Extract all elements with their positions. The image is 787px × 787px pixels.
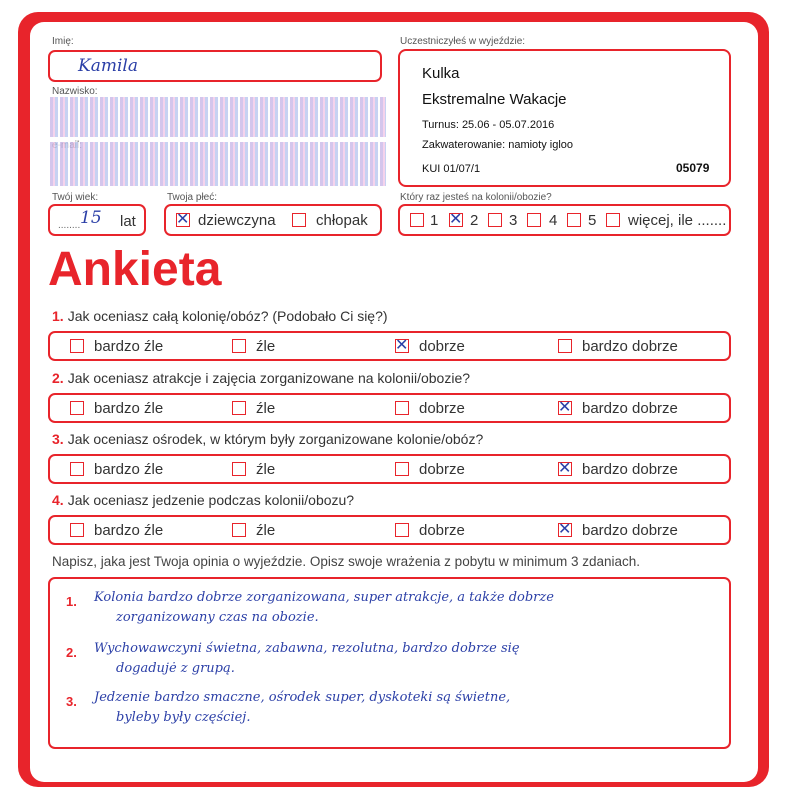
trip-code: KUI 01/07/1 xyxy=(422,163,481,175)
q4-option-3-checkbox[interactable] xyxy=(395,523,409,537)
times-5-checkbox[interactable] xyxy=(567,213,581,227)
page-title: Ankieta xyxy=(48,243,222,296)
times-label: Który raz jesteś na kolonii/obozie? xyxy=(400,192,552,203)
q4-option-3-label: dobrze xyxy=(419,522,465,539)
times-more-checkbox[interactable] xyxy=(606,213,620,227)
name-field[interactable] xyxy=(48,50,382,82)
age-unit: lat xyxy=(120,213,136,230)
gender-label: Twoja płeć: xyxy=(167,192,218,203)
q1-option-4-label: bardzo dobrze xyxy=(582,338,678,355)
q4-option-4-label: bardzo dobrze xyxy=(582,522,678,539)
q4-option-1-label: bardzo źle xyxy=(94,522,164,539)
question-number: 4. xyxy=(52,492,64,508)
opinion-3-number: 3. xyxy=(66,694,77,709)
question-number: 2. xyxy=(52,370,64,386)
question-number: 3. xyxy=(52,431,64,447)
q1-option-1-label: bardzo źle xyxy=(94,338,164,355)
q2-option-1-checkbox[interactable] xyxy=(70,401,84,415)
opinion-3-line-2: byleby były częściej. xyxy=(116,710,251,725)
gender-field xyxy=(164,204,382,236)
question-4-text xyxy=(52,492,354,508)
opinion-1-line-2: zorganizowany czas na obozie. xyxy=(116,610,319,625)
q1-option-3-label: dobrze xyxy=(419,338,465,355)
email-redacted xyxy=(50,142,386,186)
question-label: Jak oceniasz atrakcje i zajęcia zorganizowane na kolonii/obozie? xyxy=(67,370,471,386)
q3-option-1-checkbox[interactable] xyxy=(70,462,84,476)
q3-option-1-label: bardzo źle xyxy=(94,461,164,478)
times-3-label: 3 xyxy=(509,212,518,229)
q4-option-4-checkbox[interactable] xyxy=(558,523,572,537)
surname-label: Nazwisko: xyxy=(52,86,98,97)
q2-option-4-label: bardzo dobrze xyxy=(582,400,678,417)
q3-option-3-label: dobrze xyxy=(419,461,465,478)
times-1-label: 1 xyxy=(430,212,439,229)
trip-card xyxy=(398,49,731,187)
q4-option-1-checkbox[interactable] xyxy=(70,523,84,537)
q1-option-4-checkbox[interactable] xyxy=(558,339,572,353)
girl-label: dziewczyna xyxy=(198,212,276,229)
question-number: 1. xyxy=(52,308,64,324)
age-label: Twój wiek: xyxy=(52,192,99,203)
times-more-label: więcej, ile ....... xyxy=(628,212,727,229)
times-1-checkbox[interactable] xyxy=(410,213,424,227)
q1-option-3-checkbox[interactable] xyxy=(395,339,409,353)
q1-option-2-label: źle xyxy=(256,338,276,355)
boy-checkbox[interactable] xyxy=(292,213,306,227)
opinion-2-number: 2. xyxy=(66,645,77,660)
trip-line2: Ekstremalne Wakacje xyxy=(422,91,567,108)
question-label: Jak oceniasz jedzenie podczas kolonii/obozu? xyxy=(67,492,355,508)
question-2-text xyxy=(52,370,470,386)
opinion-prompt: Napisz, jaka jest Twoja opinia o wyjeździe. Opisz swoje wrażenia z pobytu w minimum 3 zdaniach. xyxy=(52,554,641,569)
times-2-label: 2 xyxy=(470,212,479,229)
q3-option-3-checkbox[interactable] xyxy=(395,462,409,476)
q2-option-3-label: dobrze xyxy=(419,400,465,417)
q3-option-4-label: bardzo dobrze xyxy=(582,461,678,478)
trip-label: Uczestniczyłeś w wyjeździe: xyxy=(400,36,526,47)
q2-option-1-label: bardzo źle xyxy=(94,400,164,417)
age-field[interactable] xyxy=(48,204,146,236)
girl-checkbox[interactable] xyxy=(176,213,190,227)
trip-line1: Kulka xyxy=(422,65,460,82)
opinion-1-line-1: Kolonia bardzo dobrze zorganizowana, super atrakcje, a także dobrze xyxy=(94,590,554,605)
q2-option-2-label: źle xyxy=(256,400,276,417)
age-value: 15 xyxy=(80,208,102,228)
opinion-3-line-1: Jedzenie bardzo smaczne, ośrodek super, dyskoteki są świetne, xyxy=(94,690,511,705)
times-3-checkbox[interactable] xyxy=(488,213,502,227)
opinion-1-number: 1. xyxy=(66,594,77,609)
times-2-checkbox[interactable] xyxy=(449,213,463,227)
name-value: Kamila xyxy=(78,56,138,76)
question-label: Jak oceniasz ośrodek, w którym były zorganizowane kolonie/obóz? xyxy=(67,431,484,447)
q2-option-2-checkbox[interactable] xyxy=(232,401,246,415)
trip-number: 05079 xyxy=(676,161,710,175)
q3-option-2-label: źle xyxy=(256,461,276,478)
times-4-label: 4 xyxy=(549,212,558,229)
opinion-2-line-1: Wychowawczyni świetna, zabawna, rezolutna, bardzo dobrze się xyxy=(94,641,520,656)
q1-option-1-checkbox[interactable] xyxy=(70,339,84,353)
age-dots: ........ xyxy=(58,220,81,231)
question-label: Jak oceniasz całą kolonię/obóz? (Podobało Ci się?) xyxy=(67,308,388,324)
surname-redacted xyxy=(50,97,386,137)
q3-option-4-checkbox[interactable] xyxy=(558,462,572,476)
name-label: Imię: xyxy=(52,36,74,47)
question-3-text xyxy=(52,431,483,447)
boy-label: chłopak xyxy=(316,212,368,229)
q1-option-2-checkbox[interactable] xyxy=(232,339,246,353)
times-4-checkbox[interactable] xyxy=(527,213,541,227)
q2-option-3-checkbox[interactable] xyxy=(395,401,409,415)
q4-option-2-checkbox[interactable] xyxy=(232,523,246,537)
trip-accommodation: Zakwaterowanie: namioty igloo xyxy=(422,139,574,151)
q4-option-2-label: źle xyxy=(256,522,276,539)
question-1-text xyxy=(52,308,388,324)
times-field xyxy=(398,204,731,236)
q3-option-2-checkbox[interactable] xyxy=(232,462,246,476)
trip-turnus: Turnus: 25.06 - 05.07.2016 xyxy=(422,119,555,131)
times-5-label: 5 xyxy=(588,212,597,229)
opinion-2-line-2: dogadujė z grupą. xyxy=(116,661,235,676)
q2-option-4-checkbox[interactable] xyxy=(558,401,572,415)
